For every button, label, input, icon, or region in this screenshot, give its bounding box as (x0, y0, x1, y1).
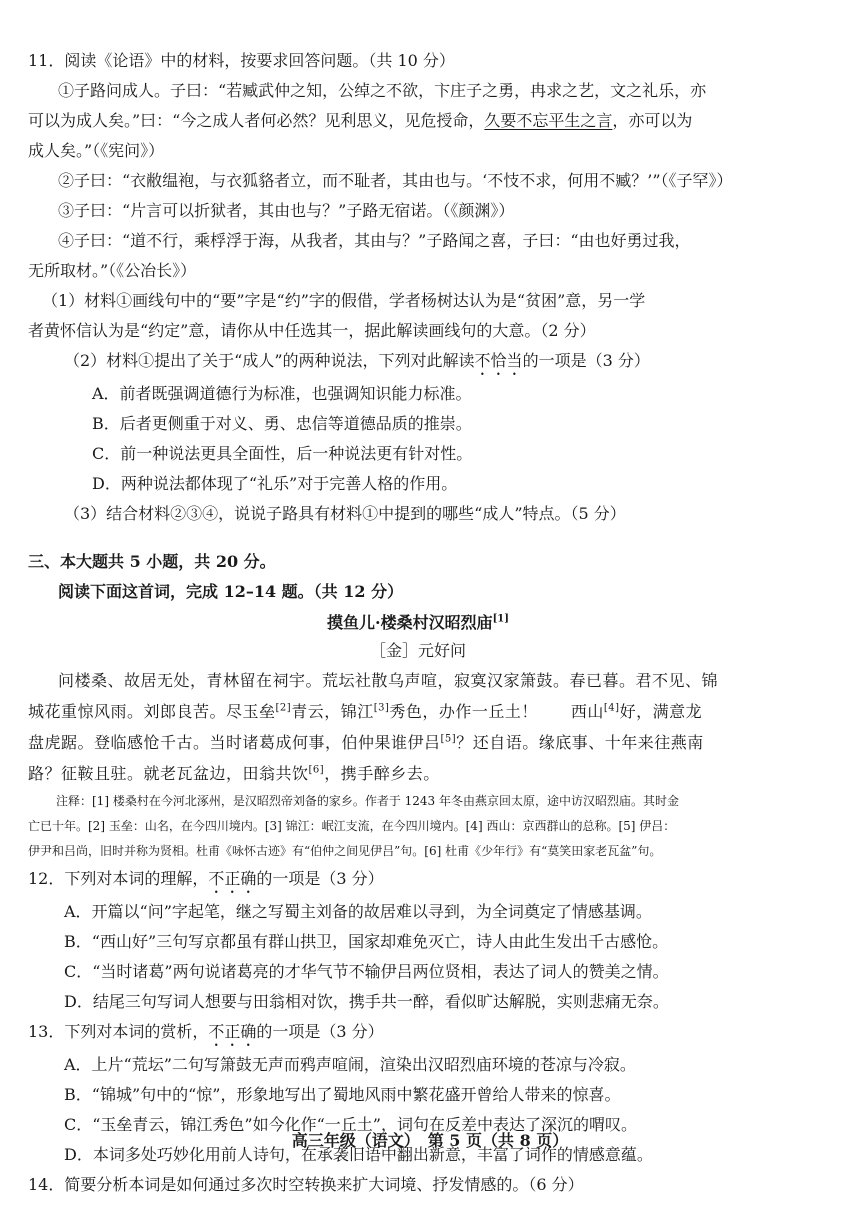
q11-material2: ②子曰：“衣敝缊袍，与衣狐貉者立，而不耻者，其由也与。‘不忮不求，何用不臧？’”（《子罕》） (58, 171, 733, 190)
q11-material1-line2 (28, 106, 808, 136)
q11-material1-line1: ①子路问成人。子曰：“若臧武仲之知，公绰之不欲，卞庄子之勇，冉求之艺，文之礼乐，亦 (58, 81, 707, 100)
emphasis-text: 不恰当 (474, 351, 523, 370)
poem-text: 秀色，办作一丘土！ 西山 (389, 702, 604, 721)
note-ref: [3] (373, 702, 390, 714)
note-ref: [4] (603, 702, 620, 714)
note-ref: [5] (440, 733, 457, 745)
q11-material1-line3: 成人矣。”（《宪问》） (28, 141, 165, 160)
section3-intro: 阅读下面这首词，完成 12–14 题。（共 12 分） (58, 582, 404, 601)
q12-option-d: D．结尾三句写词人想要与田翁相对饮，携手共一醉，看似旷达解脱，实则悲痛无奈。 (64, 992, 669, 1011)
poem-text: 青云，锦江 (291, 702, 374, 721)
emphasis-text: 不正确 (208, 869, 257, 888)
page-footer: 高三年级（语文） 第 5 页（共 8 页） (291, 1131, 569, 1150)
poem-notes-line2: 亡已十年。[2] 玉垒：山名，在今四川境内。[3] 锦江：岷江支流，在今四川境内。[4] 西山：京西群山的总称。[5] 伊吕： (28, 819, 676, 833)
q12-option-b: B．“西山好”三句写京都虽有群山拱卫，国家却难免灭亡，诗人由此生发出千古感怆。 (64, 932, 669, 951)
poem-line1: 问楼桑、故居无处，青林留在祠宇。荒坛社散乌声喧，寂寞汉家箫鼓。春已暮。君不见、锦 (58, 671, 719, 690)
poem-text: ？还自语。缘底事、十年来往燕南 (456, 733, 704, 752)
section3-heading: 三、本大题共 5 小题，共 20 分。 (28, 552, 276, 571)
q12-stem (28, 864, 808, 897)
q12-text: 12．下列对本词的理解， (28, 869, 209, 888)
q13-option-b: B．“锦城”句中的“惊”，形象地写出了蜀地风雨中繁花盛开曾给人带来的惊喜。 (64, 1085, 621, 1104)
q13-text: 13．下列对本词的赏析， (28, 1022, 209, 1041)
poem-text: 城花重惊风雨。刘郎良苦。尽玉垒 (28, 702, 276, 721)
m1-text-tail: ，亦可以为 (612, 111, 693, 130)
poem-text: ，携手醉乡去。 (324, 764, 440, 783)
poem-text: 路？征鞍且驻。就老瓦盆边，田翁共饮 (28, 764, 309, 783)
poem-notes-line3: 伊尹和吕尚，旧时并称为贤相。杜甫《咏怀古迹》有“伯仲之间见伊吕”句。[6] 杜甫《少年行》有“莫笑田家老瓦盆”句。 (28, 844, 662, 858)
note-ref: [2] (275, 702, 292, 714)
poem-line3 (28, 727, 808, 758)
q13-text-tail: 的一项是（3 分） (256, 1022, 384, 1041)
poem-text: 好，满意龙 (619, 702, 703, 721)
sub2-text-tail: 的一项是（3 分） (522, 351, 650, 370)
poem-notes-line1: 注释：[1] 楼桑村在今河北涿州，是汉昭烈帝刘备的家乡。作者于 1243 年冬由燕京回太原，途中访汉昭烈庙。其时金 (56, 794, 679, 808)
q11-option-a: A．前者既强调道德行为标准，也强调知识能力标准。 (92, 384, 472, 403)
q11-material3: ③子曰：“片言可以折狱者，其由也与？”子路无宿诺。（《颜渊》） (58, 201, 515, 220)
q11-material4-line1: ④子曰：“道不行，乘桴浮于海，从我者，其由与？”子路闻之喜，子曰：“由也好勇过我， (58, 231, 691, 250)
poem-line4 (28, 758, 808, 789)
q13-option-c: C．“玉垒青云，锦江秀色”如今化作“一丘土”，词句在反差中表达了深沉的喟叹。 (64, 1115, 637, 1134)
q12-text-tail: 的一项是（3 分） (256, 869, 384, 888)
poem-text: 盘虎踞。登临感怆千古。当时诸葛成何事，伯仲果谁伊吕 (28, 733, 441, 752)
q13-option-a: A．上片“荒坛”二句写箫鼓无声而鸦声喧闹，渲染出汉昭烈庙环境的苍凉与冷寂。 (64, 1055, 636, 1074)
q13-option-d: D．本词多处巧妙化用前人诗句，在承袭旧语中翻出新意，丰富了词作的情感意蕴。 (64, 1145, 653, 1164)
poem-title-text: 摸鱼儿·楼桑村汉昭烈庙 (327, 613, 493, 632)
q11-option-c: C．前一种说法更具全面性，后一种说法更有针对性。 (92, 444, 473, 463)
q11-sub3: （3）结合材料②③④，说说子路具有材料①中提到的哪些“成人”特点。（5 分） (64, 504, 626, 523)
q11-sub1-line1: （1）材料①画线句中的“要”字是“约”字的假借，学者杨树达认为是“贫困”意，另一学 (42, 291, 646, 310)
q11-material4-line2: 无所取材。”（《公冶长》） (28, 261, 197, 280)
sub2-text: （2）材料①提出了关于“成人”的两种说法，下列对此解读 (64, 351, 475, 370)
q11-sub1-line2: 者黄怀信认为是“约定”意，请你从中任选其一，据此解读画线句的大意。（2 分） (28, 321, 596, 340)
q13-stem (28, 1017, 808, 1050)
q12-option-c: C．“当时诸葛”两句说诸葛亮的才华气节不输伊吕两位贤相，表达了词人的赞美之情。 (64, 962, 669, 981)
poem-title (28, 609, 808, 637)
underlined-sentence: 久要不忘平生之言 (484, 111, 613, 130)
poem-author: ［金］元好问 (369, 641, 466, 660)
q11-option-d: D．两种说法都体现了“礼乐”对于完善人格的作用。 (92, 474, 458, 493)
q11-sub2 (28, 346, 808, 379)
poem-title-note: [1] (492, 613, 509, 625)
poem-line2 (28, 696, 808, 727)
emphasis-text: 不正确 (208, 1022, 257, 1041)
m1-text: 可以为成人矣。”曰：“今之成人者何必然？见利思义，见危授命， (28, 111, 485, 130)
q11-option-b: B．后者更侧重于对义、勇、忠信等道德品质的推崇。 (92, 414, 472, 433)
q11-stem: 11．阅读《论语》中的材料，按要求回答问题。（共 10 分） (28, 51, 455, 70)
q14-stem: 14．简要分析本词是如何通过多次时空转换来扩大词境、抒发情感的。（6 分） (28, 1175, 584, 1194)
q12-option-a: A．开篇以“问”字起笔，继之写蜀主刘备的故居难以寻到，为全词奠定了情感基调。 (64, 902, 652, 921)
note-ref: [6] (308, 764, 325, 776)
